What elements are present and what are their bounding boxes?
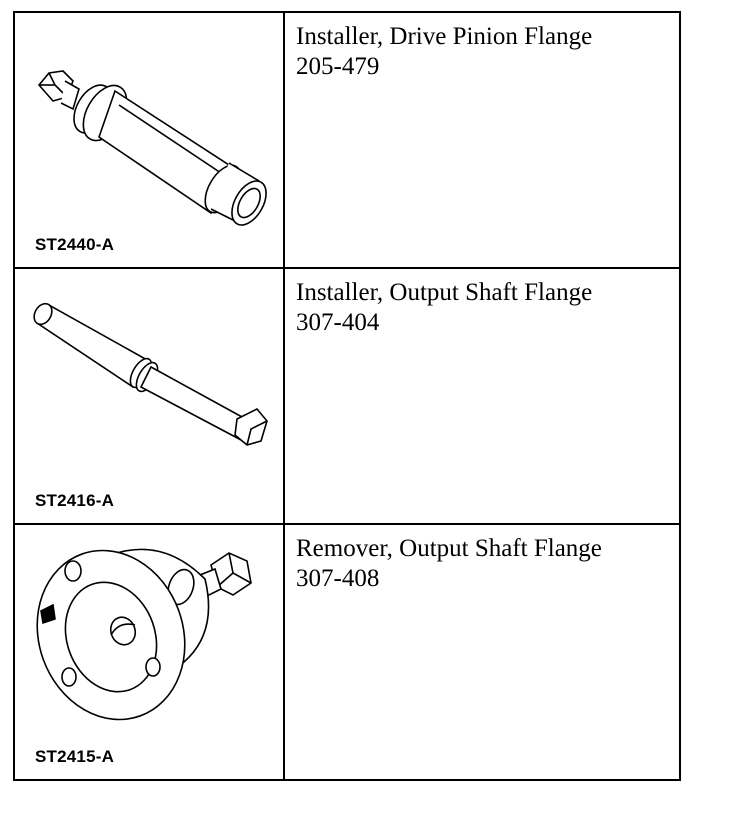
tool-description-cell bbox=[284, 12, 680, 268]
tool-description-cell bbox=[284, 268, 680, 524]
tool-number: 205-479 bbox=[296, 53, 380, 80]
tool-illustration-cell bbox=[14, 524, 284, 780]
illustration-code: ST2415-A bbox=[35, 747, 115, 766]
tool-name: Installer, Drive Pinion Flange bbox=[296, 23, 593, 50]
tool-row bbox=[14, 268, 680, 524]
pinion-flange-installer-icon bbox=[15, 13, 283, 269]
output-shaft-flange-remover-icon bbox=[15, 525, 283, 781]
tool-illustration-cell bbox=[14, 12, 284, 268]
tool-row bbox=[14, 524, 680, 780]
tool-illustration-cell bbox=[14, 268, 284, 524]
tool-name: Remover, Output Shaft Flange bbox=[296, 535, 602, 562]
tool-description-cell bbox=[284, 524, 680, 780]
tool-number: 307-404 bbox=[296, 309, 380, 336]
illustration-code: ST2440-A bbox=[35, 235, 115, 254]
tool-name: Installer, Output Shaft Flange bbox=[296, 279, 593, 306]
output-shaft-flange-installer-icon bbox=[15, 269, 283, 525]
tool-number: 307-408 bbox=[296, 565, 380, 592]
special-tools-table bbox=[13, 11, 681, 781]
tool-row bbox=[14, 12, 680, 268]
illustration-code: ST2416-A bbox=[35, 491, 115, 510]
